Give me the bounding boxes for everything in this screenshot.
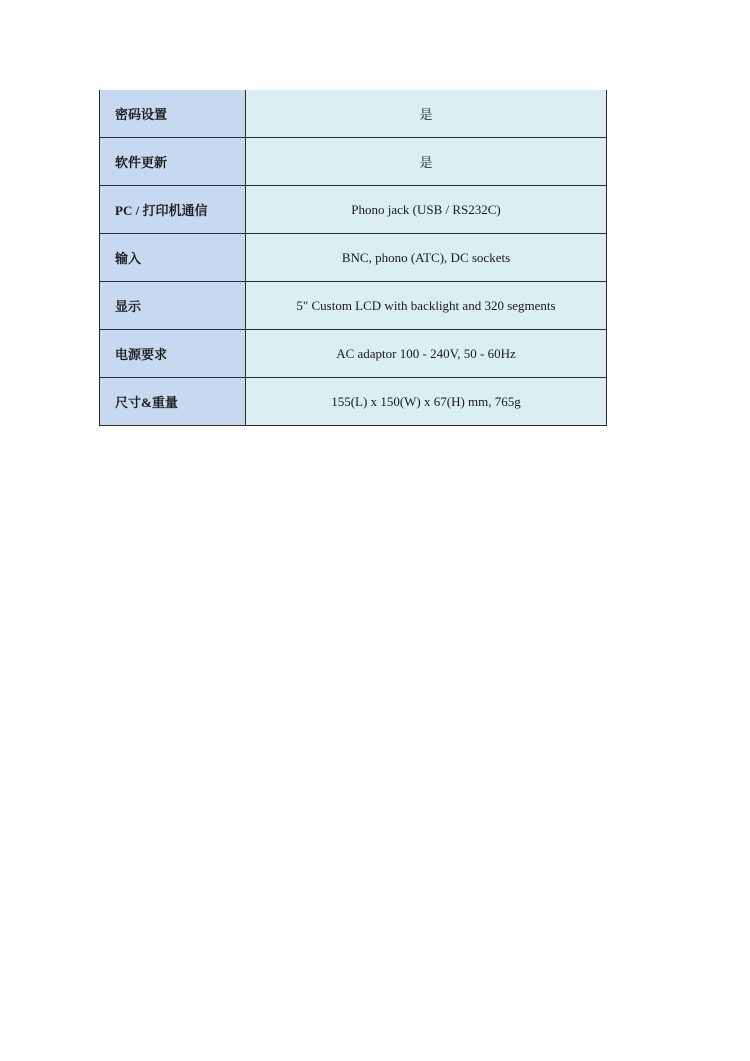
row-label: 尺寸&重量 <box>100 378 246 426</box>
table-row <box>100 330 607 378</box>
table-row <box>100 378 607 426</box>
row-label: 输入 <box>100 234 246 282</box>
row-value: 是 <box>246 138 607 186</box>
row-label: 密码设置 <box>100 90 246 138</box>
spec-table <box>99 90 607 426</box>
row-label: 显示 <box>100 282 246 330</box>
table-row <box>100 234 607 282</box>
table-row <box>100 90 607 138</box>
table-row <box>100 186 607 234</box>
row-value: BNC, phono (ATC), DC sockets <box>246 234 607 282</box>
row-value: 5" Custom LCD with backlight and 320 segments <box>246 282 607 330</box>
row-label: 电源要求 <box>100 330 246 378</box>
table-row <box>100 282 607 330</box>
row-value: AC adaptor 100 - 240V, 50 - 60Hz <box>246 330 607 378</box>
row-value: 155(L) x 150(W) x 67(H) mm, 765g <box>246 378 607 426</box>
row-value: Phono jack (USB / RS232C) <box>246 186 607 234</box>
table-row <box>100 138 607 186</box>
row-value: 是 <box>246 90 607 138</box>
row-label: 软件更新 <box>100 138 246 186</box>
row-label: PC / 打印机通信 <box>100 186 246 234</box>
